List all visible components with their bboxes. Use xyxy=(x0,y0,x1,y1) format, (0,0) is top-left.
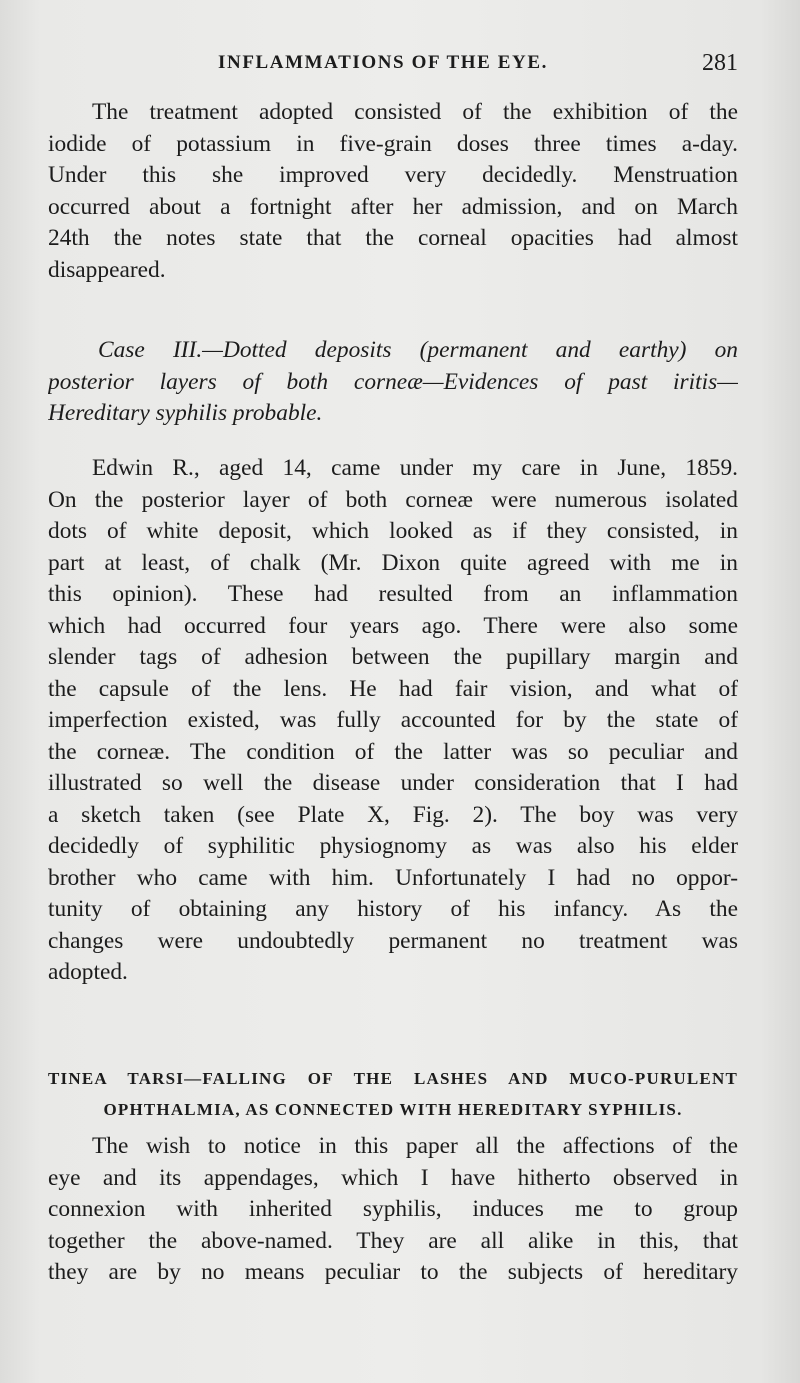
text-line: this opinion). These had resulted from an inflammation xyxy=(48,581,738,607)
text-line: a sketch taken (see Plate X, Fig. 2). The boy was very xyxy=(48,801,738,828)
text-line: dots of white deposit, which looked as if they consisted, in xyxy=(48,518,738,544)
text-line: changes were undoubtedly permanent no treatment was xyxy=(48,927,738,954)
running-head: INFLAMMATIONS OF THE EYE. xyxy=(218,52,548,73)
text-line: eye and its appendages, which I have hitherto observed in xyxy=(48,1164,738,1191)
text-line: disappeared. xyxy=(48,256,166,283)
text-line: which had occurred four years ago. There were also some xyxy=(48,612,738,639)
text-line: The treatment adopted consisted of the exhibition of the xyxy=(92,99,738,125)
paragraph-treatment xyxy=(48,97,738,286)
text-line: iodide of potassium in five-grain doses three times a-day. xyxy=(48,130,738,157)
case-heading-line: Hereditary syphilis probable. xyxy=(48,400,323,426)
text-line: Edwin R., aged 14, came under my care in June, 1859. xyxy=(92,455,738,481)
text-line: part at least, of chalk (Mr. Dixon quite agreed with me in xyxy=(48,549,738,576)
text-line: illustrated so well the disease under consideration that I had xyxy=(48,770,738,796)
page-number: 281 xyxy=(702,50,738,76)
text-line: connexion with inherited syphilis, induces me to group xyxy=(48,1196,738,1222)
text-line: slender tags of adhesion between the pupillary margin and xyxy=(48,644,738,670)
text-line: decidedly of syphilitic physiognomy as was also his elder xyxy=(48,833,738,859)
text-line: tunity of obtaining any history of his infancy. As the xyxy=(48,896,738,922)
case-heading xyxy=(48,335,738,430)
text-line: brother who came with him. Unfortunately I had no oppor- xyxy=(48,864,738,891)
case-heading-line: Case III.—Dotted deposits (permanent and earthy) on xyxy=(98,337,738,363)
text-line: the capsule of the lens. He had fair vision, and what of xyxy=(48,675,738,702)
section-heading-line: OPHTHALMIA, AS CONNECTED WITH HEREDITARY SYPHILIS. xyxy=(103,1100,683,1119)
paragraph-tinea-tarsi xyxy=(48,1131,738,1289)
text-line: Under this she improved very decidedly. Menstruation xyxy=(48,162,738,188)
text-line: On the posterior layer of both corneæ were numerous isolated xyxy=(48,486,738,513)
text-line: the corneæ. The condition of the latter was so peculiar and xyxy=(48,738,738,765)
section-heading-line: TINEA TARSI—FALLING OF THE LASHES AND MUCO-PURULENT xyxy=(48,1069,738,1088)
text-line: together the above-named. They are all alike in this, that xyxy=(48,1227,738,1254)
case-heading-line: posterior layers of both corneæ—Evidences of past iritis— xyxy=(48,368,738,395)
page-header xyxy=(48,50,738,80)
paragraph-case-three xyxy=(48,453,738,989)
section-heading xyxy=(48,1063,738,1125)
text-line: adopted. xyxy=(48,959,128,985)
text-line: they are by no means peculiar to the subjects of hereditary xyxy=(48,1259,738,1285)
text-line: The wish to notice in this paper all the affections of the xyxy=(92,1133,738,1159)
text-line: 24th the notes state that the corneal opacities had almost xyxy=(48,225,738,251)
text-line: imperfection existed, was fully accounted for by the state of xyxy=(48,707,738,733)
text-line: occurred about a fortnight after her admission, and on March xyxy=(48,193,738,220)
